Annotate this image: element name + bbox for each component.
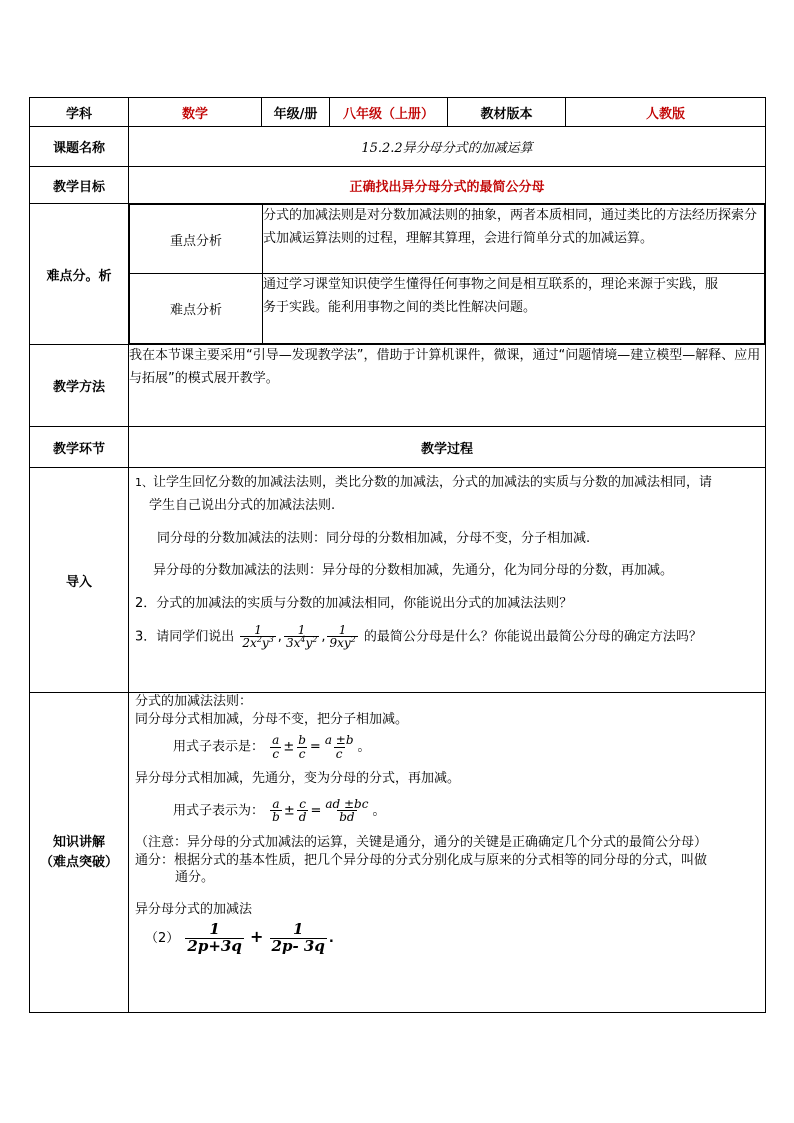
intro-p5: 3．请同学们说出 $\frac{1}{2x^2y^3}$ , $\frac{1}{3x^4y^2}$ , $\frac{1}{9xy^2}$ 的最简公分母是什么？你能说出最简公分母的确定方法吗？ bbox=[135, 622, 702, 651]
grade-label: 年级/册 bbox=[262, 98, 330, 127]
lesson-plan-table bbox=[29, 97, 766, 1013]
subject-label: 学科 bbox=[30, 98, 129, 127]
formula-1-prefix: 用式子表示是： bbox=[173, 739, 265, 755]
example-number: （2） bbox=[145, 930, 180, 946]
process-header-row bbox=[30, 427, 766, 468]
frac-a-pm-b-c: $\frac{a \pm b}{c}$ bbox=[324, 733, 354, 761]
intro-content bbox=[129, 468, 766, 693]
knowledge-content bbox=[129, 693, 766, 1013]
frac-a-b: $\frac{a}{b}$ bbox=[272, 796, 280, 825]
method-row bbox=[30, 345, 766, 427]
edition-value: 人教版 bbox=[566, 98, 766, 127]
hard-analysis-text bbox=[263, 274, 765, 344]
example-2: （2） $\frac{1}{2p+3q}$ + $\frac{1}{2p- 3q}$ . bbox=[145, 920, 334, 955]
fraction-1-over-2x2y3: $\frac{1}{2x^2y^3}$ bbox=[242, 622, 274, 651]
process-value: 教学过程 bbox=[129, 427, 766, 468]
intro-p5-suffix: 的最简公分母是什么？你能说出最简公分母的确定方法吗？ bbox=[363, 629, 702, 645]
hard-analysis-line-2: 务于实践。能利用事物之间的类比性解决问题。 bbox=[263, 299, 537, 315]
rule-title: 分式的加减法法则： bbox=[135, 694, 253, 709]
topic-value: 15.2.2异分母分式的加减运算 bbox=[129, 127, 766, 167]
tongfen-line-b: 通分。 bbox=[175, 870, 215, 886]
fraction-1-over-3x4y2: $\frac{1}{3x^4y^2}$ bbox=[285, 622, 318, 651]
edition-label: 教材版本 bbox=[448, 98, 566, 127]
different-denominator-rule: 异分母分式相加减，先通分，变为分母的分式，再加减。 bbox=[135, 771, 461, 787]
analysis-label: 难点分。析 bbox=[30, 204, 129, 345]
intro-p4: 2．分式的加减法的实质与分数的加减法相同，你能说出分式的加减法法则？ bbox=[135, 596, 573, 611]
intro-p1-num: 1、 bbox=[135, 476, 153, 489]
topic-row bbox=[30, 127, 766, 167]
hard-analysis-label: 难点分析 bbox=[130, 274, 263, 344]
formula-2: 用式子表示为： $\frac{a}{b}$ ± $\frac{c}{d}$ = $\frac{ad \pm bc}{bd}$ 。 bbox=[173, 796, 386, 825]
frac-ad-pm-bc-bd: $\frac{ad \pm bc}{bd}$ bbox=[325, 796, 369, 825]
objective-row bbox=[30, 167, 766, 204]
grade-value: 八年级（上册） bbox=[330, 98, 448, 127]
formula-2-prefix: 用式子表示为： bbox=[173, 803, 265, 819]
note-text: （注意：异分母的分式加减法的运算，关键是通分，通分的关键是正确确定几个分式的最简公分母） bbox=[135, 835, 708, 851]
intro-p1-b: 学生自己说出分式的加减法法则. bbox=[149, 497, 336, 513]
example-title: 异分母分式的加减法 bbox=[135, 901, 253, 917]
intro-label: 导入 bbox=[30, 468, 129, 693]
frac-c-d: $\frac{c}{d}$ bbox=[298, 796, 307, 825]
intro-row bbox=[30, 468, 766, 693]
knowledge-row bbox=[30, 693, 766, 1013]
hard-analysis-line-1: 通过学习课堂知识使学生懂得任何事物之间是相互联系的，理论来源于实践，服 bbox=[263, 277, 719, 292]
frac-b-c: $\frac{b}{c}$ bbox=[298, 733, 306, 761]
frac-1-over-2p-plus-3q: $\frac{1}{2p+3q}$ bbox=[187, 920, 242, 955]
intro-p1-a: 让学生回忆分数的加减法法则，类比分数的加减法，分式的加减法的实质与分数的加减法相同，请 bbox=[153, 475, 713, 490]
topic-label: 课题名称 bbox=[30, 127, 129, 167]
subject-value: 数学 bbox=[129, 98, 262, 127]
method-text: 我在本节课主要采用“引导—发现教学法”，借助于计算机课件，微课，通过“问题情境—建立模型—解释、应用与拓展”的模式展开教学。 bbox=[129, 345, 766, 427]
objective-label: 教学目标 bbox=[30, 167, 129, 204]
header-row bbox=[30, 98, 766, 127]
key-analysis-label: 重点分析 bbox=[130, 205, 263, 274]
fraction-1-over-9xy2: $\frac{1}{9xy^2}$ bbox=[329, 622, 356, 651]
analysis-subtable bbox=[129, 204, 765, 344]
frac-1-over-2p-minus-3q: $\frac{1}{2p- 3q}$ bbox=[271, 920, 325, 955]
analysis-row bbox=[30, 204, 766, 345]
knowledge-label-2: （难点突破） bbox=[39, 854, 118, 870]
key-analysis-text: 分式的加减法则是对分数加减法则的抽象，两者本质相同，通过类比的方法经历探索分式加减运算法则的过程，理解其算理，会进行简单分式的加减运算。 bbox=[263, 205, 765, 274]
intro-p5-prefix: 3．请同学们说出 bbox=[135, 629, 235, 645]
intro-p3: 异分母的分数加减法的法则：异分母的分数相加减，先通分，化为同分母的分数，再加减。 bbox=[153, 563, 674, 579]
same-denominator-rule: 同分母分式相加减，分母不变，把分子相加减。 bbox=[135, 711, 409, 727]
formula-1: 用式子表示是： $\frac{a}{c}$ ± $\frac{b}{c}$ = $\frac{a \pm b}{c}$ 。 bbox=[173, 733, 371, 761]
knowledge-label-1: 知识讲解 bbox=[52, 835, 105, 850]
process-label: 教学环节 bbox=[30, 427, 129, 468]
intro-p2: 同分母的分数加减法的法则：同分母的分数相加减，分母不变，分子相加减. bbox=[157, 530, 591, 546]
knowledge-label bbox=[30, 693, 129, 1013]
method-label: 教学方法 bbox=[30, 345, 129, 427]
tongfen-line-a: 通分：根据分式的基本性质，把几个异分母的分式分别化成与原来的分式相等的同分母的分式，叫做 bbox=[135, 852, 708, 868]
frac-a-c: $\frac{a}{c}$ bbox=[272, 733, 280, 761]
objective-value: 正确找出异分母分式的最简公分母 bbox=[129, 167, 766, 204]
